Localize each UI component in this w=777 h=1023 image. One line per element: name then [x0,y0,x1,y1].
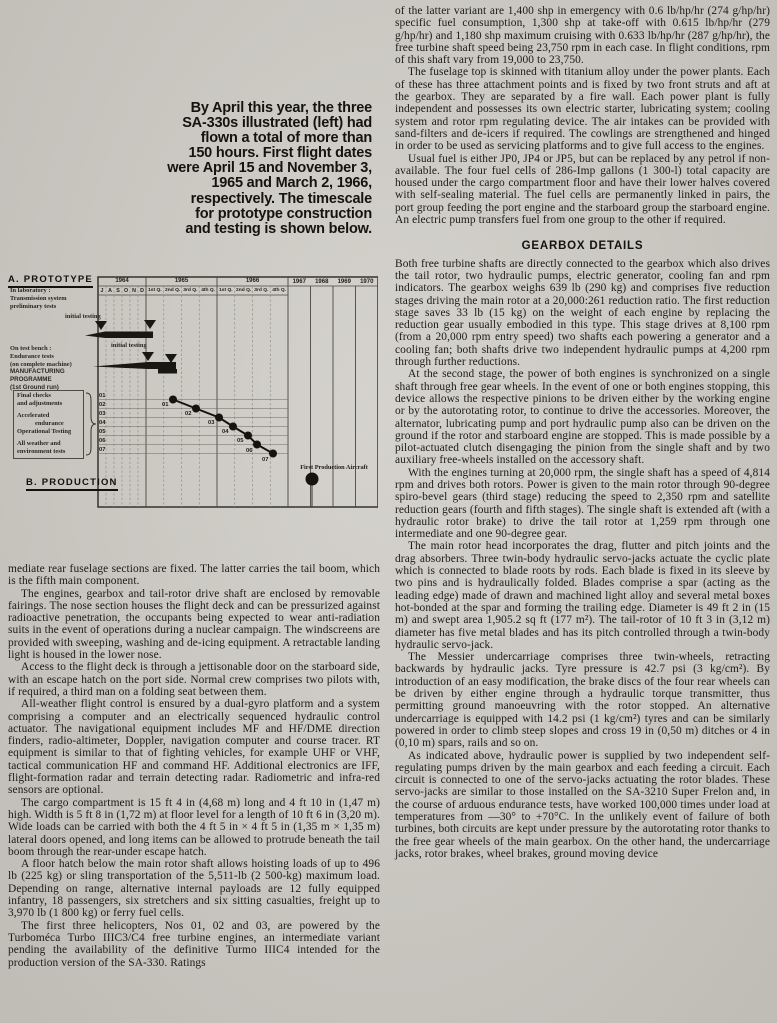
lab-testing-bar [85,332,153,339]
test-phase-line: Final checks [17,392,51,399]
aircraft-dot-01 [169,396,177,404]
bench-testing-bar-step [158,369,177,374]
test-phase-line: Operational Testing [17,428,72,435]
row-number: 03 [99,410,106,417]
row-number: 06 [99,437,106,444]
year-header-1967: 1967 [292,279,306,285]
body-paragraph: All-weather flight control is ensured by a dual-gyro platform and a system comprising a computer and an electrically sequenced hydraulic control actuator. The navigational equipment includes MF and HF/DME direction finders, radio-altimeter, Doppler, navigation computer and course tracer. RT equipment is similar to that of fighting vehicles, for example UHF or VHF, tactical communication HF and command HF. Additional electronics are IFF, flight-formation radar and terrain detecting radar. Radiometric and infra-red sensors are optional. [8,698,380,797]
quarter-header: 3rd Q. [254,288,269,293]
year-header-1964: 1964 [115,278,129,284]
test-phase-line: Accelerated [17,412,50,419]
month-header: A [108,287,112,294]
lab-test-label-line: In laboratory : [10,287,51,294]
caption-line: and testing is shown below. [185,220,372,237]
bench-test-end-marker-icon [165,354,177,363]
aircraft-dot-07 [269,450,277,458]
body-paragraph: The first three helicopters, Nos 01, 02 and 03, are powered by the Turboméca Turbo IIIC3/C4 free turbine engines, an intermediate variant pending the availability of the definitive Turmo IIIC4 intended for the production version of the SA-330. Ratings [8,919,380,969]
body-paragraph: At the second stage, the power of both engines is synchronized on a single shaft through free gear wheels. In the event of one or both engines stopping, this device allows the respective pinions to be driven either by the working engine or by the autorotating rotor, to continue to drive the accessories. Moreover, the alternator, lubricating pump and port hydraulic pump also can be driven on the ground if the rotor and starboard engine are stopped. This is made possible by a pilot-actuated clutch disengaging the pinion from the single shaft and by two auxiliary free-wheels installed on the accessory shaft. [395,368,770,467]
body-paragraph: The fuselage top is skinned with titanium alloy under the power plants. Each of these has three attachment points and is fixed by two front struts and aft at the gearbox. They are separated by a fire wall. Each power plant is fully independent and possesses its own electric starter, lubricating system; cooling system and rotor rpm regulating device. The air intakes can be provided with sand-filters and de-icers if required. The cowlings are strengthened and hinged in order to be used as servicing platforms and to give full access to the engines. [395,66,770,153]
year-grid-lines [146,277,356,507]
caption-line: 1965 and March 2, 1966, [211,175,372,192]
aircraft-dot-02 [192,405,200,413]
quarter-header: 2nd Q. [236,288,252,293]
bench-test-label-line: On test bench : [10,345,52,352]
initial-testing-label: initial testing [111,342,147,349]
test-phase-line: All weather and [17,440,61,447]
year-header-1965: 1965 [174,278,189,284]
aircraft-dot-label: 03 [208,420,215,426]
body-paragraph: The cargo compartment is 15 ft 4 in (4,68 m) long and 4 ft 10 in (1,47 m) high. Width is 5 ft 8 in (1,72 m) at floor level for a length of 10 ft 6 in (3,20 m). Wide loads can be carried with both the 4 ft 5 in × 4 ft 5 in (1,35 m × 1,35 m) lateral doors opened, and long items can be allowed to protrude beneath the tail boom through the rear-under escape hatch. [8,796,380,858]
month-header: S [116,287,120,294]
body-paragraph: The Messier undercarriage comprises three twin-wheels, retracting backwards by hydraulic jacks. Tyre pressure is 42.7 psi (3 kg/cm²). By introduction of an easy modification, the brake discs of the four rear wheels can be driven by either engine through a hydraulic torque transmitter, thus permitting ground manoeuvring with the rotor stopped. An alternative undercarriage is equipped with 14.2 psi (1 kg/cm²) tyres and can be similarly powered in order to climb steep slopes and cross 19 in (0,50 m) ditches or 4 in (0,10 m) spars, rails and so on. [395,651,770,750]
bench-test-label-line: Endurance tests [10,353,54,360]
body-paragraph: Both free turbine shafts are directly connected to the gearbox which also drives the tail rotor, two hydraulic pumps, electric generator, cooling fan and rpm indicators. The gearbox weighs 639 lb (290 kg) and comprises five reduction stages driving the main rotor at a 20,000:261 reduction ratio. The first reduction stage saves 33 lb (15 kg) on the weight of each engine by replacing the reduction gear usually embodied in this type. This stage drives at 8,100 rpm (from a 20,000 rpm entry speed) two shafts each powering a generator and a cooling fan; both shafts drive two independent hydraulic pumps at 4,200 rpm through further reductions. [395,257,770,369]
aircraft-dot-05 [244,432,252,440]
year-header-1966: 1966 [245,278,260,284]
row-number: 07 [99,446,106,453]
first-production-dot [306,473,319,486]
test-phase-line: environment tests [17,448,66,455]
aircraft-dot-label: 01 [162,402,169,408]
gearbox-details-heading: GEARBOX DETAILS [521,240,644,253]
aircraft-dot-label: 06 [246,447,253,454]
body-paragraph: of the latter variant are 1,400 shp in emergency with 0.6 lb/hp/hr (274 g/hp/hr) specific fuel consumption, 1,300 shp at take-off with 0.615 lb/hp/hr (279 g/hp/hr) and 1,180 shp maximum cruising with 0.633 lb/hp/hr (287 g/hp/hr), the free turbine shaft speed being 23,750 rpm in each case. In flight conditions, rpm of this shaft vary from 19,000 to 23,750. [395,5,770,67]
right-text-column [395,5,770,860]
quarter-header: 2nd Q. [165,288,181,293]
quarter-header: 3rd Q. [183,288,198,293]
manufacturing-label-line: MANUFACTURING [10,368,65,375]
body-paragraph: mediate rear fuselage sections are fixed. The latter carries the tail boom, which is the fifth main component. [8,563,380,588]
year-header-1968: 1968 [315,279,329,285]
year-header-1970: 1970 [360,279,374,285]
aircraft-dot-label: 07 [262,456,269,463]
caption-line: flown a total of more than [200,130,372,147]
aircraft-dot-06 [253,441,261,449]
bench-test-start-marker-icon [142,352,154,361]
bench-testing-bar [93,362,176,369]
subdivision-grid-lines [106,286,270,507]
first-production-label: First Production Aircraft [300,464,368,471]
aircraft-dot-label: 02 [185,411,192,417]
lab-test-label-line: Transmission system [10,295,67,302]
caption-line: 150 hours. First flight dates [188,145,372,162]
row-number: 04 [99,419,106,426]
manufacturing-label-line: PROGRAMME [10,376,52,383]
chart-frame [98,277,378,507]
row-group-brace [86,393,96,455]
body-paragraph: A floor hatch below the main rotor shaft allows hoisting loads of up to 496 lb (225 kg) or sling transportation of the 5,511-lb (2 500-kg) maximum load. Depending on range, alternative internal payloads are 12 fully equipped infantry, 18 passengers, six stretchers and six sitting casualties, freight up to 3,970 lb (1 800 kg) or ferry fuel cells. [8,858,380,920]
section-a-label: A. PROTOTYPE [8,274,93,288]
month-header: N [132,287,136,294]
caption-line: for prototype construction [195,205,372,222]
quarter-header: 1st Q. [219,288,233,293]
manufacturing-label-line: (1st Ground run) [10,384,59,391]
month-header: J [100,287,104,294]
row-number: 01 [99,392,106,399]
left-text-column [8,563,380,969]
section-b-label: B. PRODUCTION [26,477,118,491]
caption-line: respectively. The timescale [190,190,372,207]
row-number: 05 [99,428,106,435]
aircraft-dot-label: 05 [237,438,244,444]
month-header: D [140,287,144,294]
quarter-header: 4th Q. [201,288,216,293]
body-paragraph: With the engines turning at 20,000 rpm, the single shaft has a speed of 4,814 rpm and drives both rotors. Power is given to the main rotor through 90-degree spiro-bevel gears (third stage) reducing the speed to 2,350 rpm and satellite reduction gears (fourth and fifth stages). The single shaft is extended aft (with a hydraulic rotor brake) to drive the tail rotor at 1,259 rpm through one intermediate and one 90-degree gear. [395,466,770,541]
body-paragraph: The engines, gearbox and tail-rotor drive shaft are enclosed by removable fairings. The nose section houses the flight deck and can be pressurized against radioactive penetration, the occupants being expected to wear anti-radiation suits in the event of operations during a nuclear campaign. The windscreens are provided with sweeping, washing and de-icing equipment. A retractable landing light is housed in the lower nose. [8,587,380,662]
caption-line: SA-330s illustrated (left) had [182,115,372,132]
body-paragraph: As indicated above, hydraulic power is supplied by two independent self-regulating pumps driven by the main gearbox and each feeding a circuit. Each circuit is connected to one of the servo-jacks actuating the rotor blades. These servo-jacks are similar to those installed on the SA-3210 Super Frelon and, in the course of arduous endurance tests, have worked 100,000 times under load at temperatures from —30° to +70°C. In the unlikely event of failure of both turbines, both circuits are kept under pressure by the autorotating rotor thanks to the free gear wheels of the main gearbox. On the other hand, the undercarriage jacks, rotor brakes, wheel brakes, ground moving device [395,749,770,860]
year-header-1969: 1969 [337,279,351,285]
quarter-header: 1st Q. [148,288,162,293]
aircraft-dot-03 [215,414,223,422]
lab-test-label-line: preliminary tests [10,303,57,310]
body-paragraph: The main rotor head incorporates the drag, flutter and pitch joints and the drag absorbers. Three twin-body hydraulic servo-jacks actuate the cyclic plate which is connected to blade roots by rods. Each blade is fixed in its sleeve by two pins and is hydraulically folded. Blades comprise a spar (acting as the leading edge) made of drawn and machined light alloy and several metal boxes hot-bonded at the spar and forming the trailing edge. Diameter is 49 ft 2 in (15 m) and swept area 1,905.2 sq ft (177 m²). The tail-rotor of 10 ft 3 in (3,12 m) diameter has five metal blades and has its pitch controlled through a twin-body hydraulic servo-jack. [395,540,770,651]
intro-caption [8,101,372,237]
prototype-timeline-chart [8,274,378,510]
lab-test-start-marker-icon [95,321,107,330]
initial-testing-label: initial testing [65,313,101,320]
month-header: O [123,287,129,294]
aircraft-dot-label: 04 [222,429,229,435]
body-paragraph: Usual fuel is either JP0, JP4 or JP5, but can be replaced by any petrol if non-available. The four fuel cells of 286-Imp gallons (1 300-l) total capacity are housed under the cargo compartment floor and have their lower halves covered with self-sealing material. The fuel cells are permanently linked in pairs, the port group feeding the port engine and the starboard group the starboard engine. An electric pump transfers fuel from one group to the other if required. [395,152,770,227]
row-number: 02 [99,401,106,408]
aircraft-dot-04 [229,423,237,431]
caption-line: were April 15 and November 3, [167,160,372,177]
test-phase-line: and adjustments [17,400,63,407]
test-phase-line: endurance [35,420,64,427]
caption-line: By April this year, the three [190,100,372,116]
bench-test-label-line: (on complete machine) [10,361,72,368]
body-paragraph: Access to the flight deck is through a jettisonable door on the starboard side, with an escape hatch on the port side. Normal crew comprises two pilots with, if required, a third man on a folding seat between them. [8,661,380,698]
quarter-header: 4th Q. [272,288,287,293]
